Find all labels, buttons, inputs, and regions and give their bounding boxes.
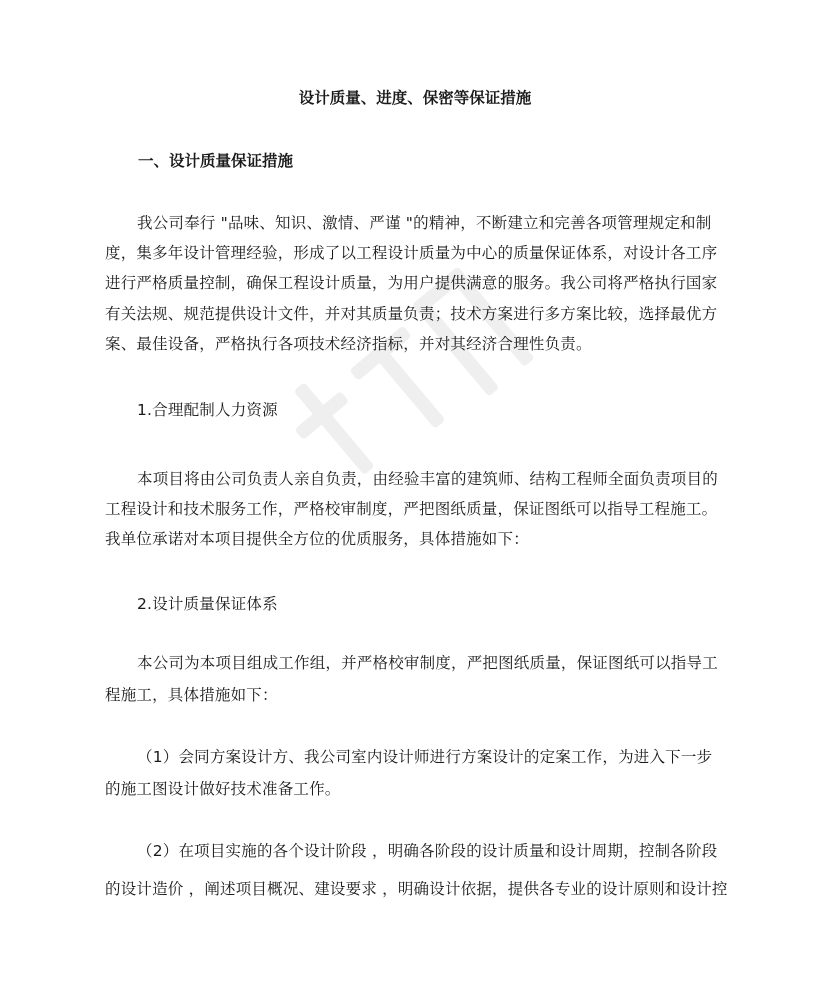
paragraph-line: 我单位承诺对本项目提供全方位的优质服务，具体措施如下： (105, 530, 529, 548)
paragraph-line: 度，集多年设计管理经验，形成了以工程设计质量为中心的质量保证体系，对设计各工序 (105, 244, 718, 262)
list-item-line: 的施工图设计做好技术准备工作。 (105, 780, 341, 798)
paragraph-line: 案、最佳设备，严格执行各项技术经济指标，并对其经济合理性负责。 (105, 335, 592, 353)
section-heading: 一、设计质量保证措施 (138, 152, 294, 170)
document-title: 设计质量、进度、保密等保证措施 (298, 89, 532, 107)
paragraph-line: 本项目将由公司负责人亲自负责，由经验丰富的建筑师、结构工程师全面负责项目的 (137, 470, 718, 488)
paragraph-line: 本公司为本项目组成工作组，并严格校审制度，严把图纸质量，保证图纸可以指导工 (137, 654, 718, 672)
paragraph-line: 进行严格质量控制，确保工程设计质量，为用户提供满意的服务。我公司将严格执行国家 (105, 274, 718, 292)
paragraph-line: 程施工，具体措施如下： (105, 686, 278, 704)
list-item-line: （1）会同方案设计方、我公司室内设计师进行方案设计的定案工作，为进入下一步 (137, 748, 713, 766)
list-item-line: 的设计造价 ，阐述项目概况、建设要求 ，明确设计依据，提供各专业的设计原则和设计控 (105, 880, 728, 898)
subsection-heading: 1.合理配制人力资源 (137, 401, 278, 419)
subsection-heading: 2.设计质量保证体系 (137, 595, 278, 613)
paragraph-line: 有关法规、规范提供设计文件，并对其质量负责；技术方案进行多方案比较，选择最优方 (105, 305, 718, 323)
paragraph-line: 工程设计和技术服务工作，严格校审制度，严把图纸质量，保证图纸可以指导工程施工。 (105, 500, 718, 518)
paragraph-line: 我公司奉行 "品味、知识、激情、严谨 "的精神，不断建立和完善各项管理规定和制 (137, 214, 712, 232)
list-item-line: （2）在项目实施的各个设计阶段 ，明确各阶段的设计质量和设计周期，控制各阶段 (137, 842, 718, 860)
